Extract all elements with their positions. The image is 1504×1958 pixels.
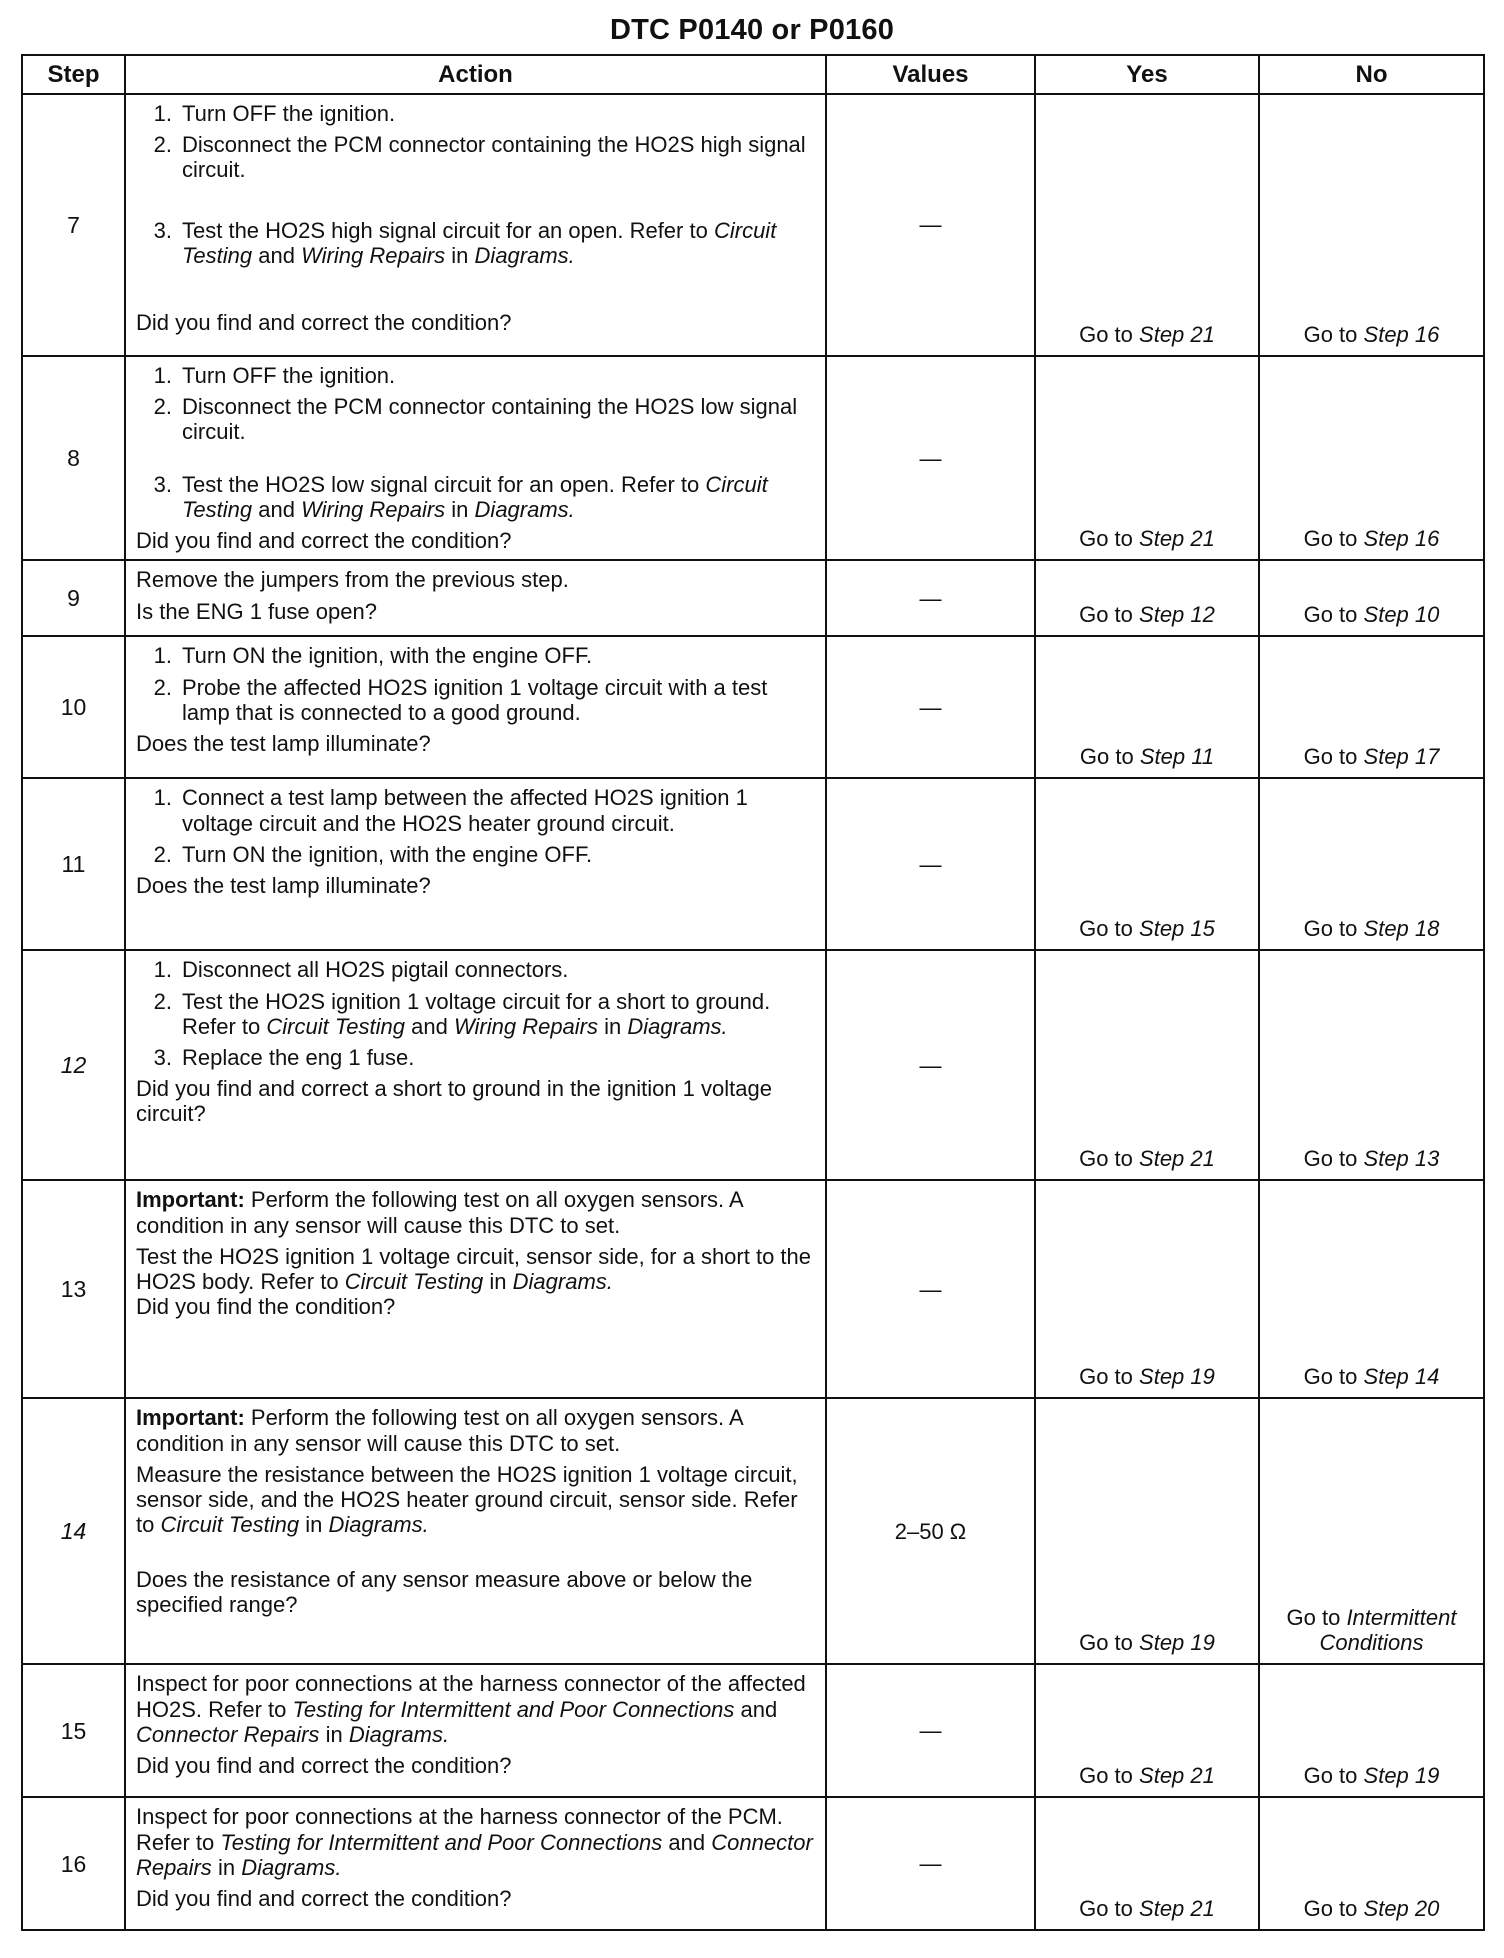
action-text: Measure the resistance between the HO2S ignition 1 voltage circuit, sensor side, and the HO2S heater ground circuit, sensor side. Refer to Circuit Testing in Diagrams. bbox=[136, 1461, 798, 1537]
header-action: Action bbox=[125, 55, 826, 94]
header-no: No bbox=[1259, 55, 1484, 94]
action-item: 3. Test the HO2S low signal circuit for an open. Refer to Circuit Testing and Wiring Repairs in Diagrams. bbox=[153, 472, 768, 523]
action-item: 2. Disconnect the PCM connector containing the HO2S low signal circuit. bbox=[153, 394, 798, 445]
table-row bbox=[22, 778, 1484, 950]
action-item: 1. Turn OFF the ignition. bbox=[153, 363, 396, 388]
table-row bbox=[22, 560, 1484, 636]
action-cell bbox=[125, 356, 826, 560]
step-number: 13 bbox=[22, 1180, 125, 1398]
yes-cell: Go to Step 21 bbox=[1035, 356, 1259, 560]
no-cell: Go to Step 17 bbox=[1259, 636, 1484, 778]
action-text: Test the HO2S ignition 1 voltage circuit, sensor side, for a short to the HO2S body. Refer to Circuit Testing in Diagrams. bbox=[136, 1243, 812, 1294]
value-cell: — bbox=[826, 636, 1035, 778]
action-text: Remove the jumpers from the previous step. bbox=[136, 567, 569, 593]
action-cell bbox=[125, 1398, 826, 1664]
question: Did you find the condition? bbox=[136, 1293, 396, 1319]
value-cell: — bbox=[826, 1664, 1035, 1797]
question: Did you find and correct the condition? bbox=[136, 1752, 512, 1778]
no-cell: Go to Step 16 bbox=[1259, 356, 1484, 560]
action-cell bbox=[125, 94, 826, 356]
action-cell bbox=[125, 1797, 826, 1930]
value-cell: 2–50 Ω bbox=[826, 1398, 1035, 1664]
diagnostic-table bbox=[21, 54, 1485, 1931]
question: Does the test lamp illuminate? bbox=[136, 730, 431, 756]
no-cell: Go to Intermittent Conditions bbox=[1259, 1398, 1484, 1664]
no-cell: Go to Step 13 bbox=[1259, 950, 1484, 1180]
yes-cell: Go to Step 21 bbox=[1035, 1664, 1259, 1797]
action-cell bbox=[125, 560, 826, 636]
no-cell: Go to Step 18 bbox=[1259, 778, 1484, 950]
action-item: 1. Turn OFF the ignition. bbox=[153, 101, 396, 126]
value-cell: — bbox=[826, 778, 1035, 950]
step-number: 16 bbox=[22, 1797, 125, 1930]
step-number: 14 bbox=[22, 1398, 125, 1664]
action-item: 2. Test the HO2S ignition 1 voltage circuit for a short to ground. Refer to Circuit Testing and Wiring Repairs in Diagrams. bbox=[153, 988, 771, 1039]
question: Did you find and correct the condition? bbox=[136, 1885, 512, 1911]
no-cell: Go to Step 20 bbox=[1259, 1797, 1484, 1930]
yes-cell: Go to Step 12 bbox=[1035, 560, 1259, 636]
action-item: 2. Disconnect the PCM connector containing the HO2S high signal circuit. bbox=[153, 132, 806, 183]
step-number: 15 bbox=[22, 1664, 125, 1797]
step-number: 10 bbox=[22, 636, 125, 778]
action-item: 3. Test the HO2S high signal circuit for an open. Refer to Circuit Testing and Wiring Repairs in Diagrams. bbox=[153, 218, 777, 269]
question: Does the resistance of any sensor measure above or below the specified range? bbox=[136, 1566, 753, 1617]
action-text: Inspect for poor connections at the harness connector of the affected HO2S. Refer to Testing for Intermittent and Poor Connections and Connector Repairs in Diagrams. bbox=[136, 1671, 806, 1747]
table-row bbox=[22, 636, 1484, 778]
action-item: 2. Turn ON the ignition, with the engine OFF. bbox=[153, 841, 593, 867]
step-number: 7 bbox=[22, 94, 125, 356]
value-cell: — bbox=[826, 950, 1035, 1180]
action-cell bbox=[125, 1664, 826, 1797]
action-item: 1. Turn ON the ignition, with the engine OFF. bbox=[153, 643, 593, 669]
step-number: 12 bbox=[22, 950, 125, 1180]
header-yes: Yes bbox=[1035, 55, 1259, 94]
no-cell: Go to Step 16 bbox=[1259, 94, 1484, 356]
header-values: Values bbox=[826, 55, 1035, 94]
table-row bbox=[22, 94, 1484, 356]
yes-cell: Go to Step 19 bbox=[1035, 1180, 1259, 1398]
yes-cell: Go to Step 19 bbox=[1035, 1398, 1259, 1664]
value-cell: — bbox=[826, 356, 1035, 560]
table-row bbox=[22, 1180, 1484, 1398]
yes-cell: Go to Step 21 bbox=[1035, 94, 1259, 356]
step-number: 11 bbox=[22, 778, 125, 950]
action-text: Inspect for poor connections at the harness connector of the PCM. Refer to Testing for Intermittent and Poor Connections and Connector Repairs in Diagrams. bbox=[136, 1804, 813, 1880]
action-item: 1. Connect a test lamp between the affected HO2S ignition 1 voltage circuit and the HO2S heater ground circuit. bbox=[153, 785, 748, 836]
important-note: Important: Perform the following test on all oxygen sensors. A condition in any sensor will cause this DTC to set. bbox=[136, 1187, 743, 1238]
no-cell: Go to Step 19 bbox=[1259, 1664, 1484, 1797]
page-title: DTC P0140 or P0160 bbox=[609, 14, 895, 46]
question: Did you find and correct the condition? bbox=[136, 528, 512, 554]
table-row bbox=[22, 356, 1484, 560]
yes-cell: Go to Step 21 bbox=[1035, 950, 1259, 1180]
question: Does the test lamp illuminate? bbox=[136, 872, 431, 898]
step-number: 8 bbox=[22, 356, 125, 560]
question: Did you find and correct a short to ground in the ignition 1 voltage circuit? bbox=[136, 1075, 772, 1126]
value-cell: — bbox=[826, 560, 1035, 636]
table-row bbox=[22, 950, 1484, 1180]
value-cell: — bbox=[826, 1797, 1035, 1930]
action-item: 3. Replace the eng 1 fuse. bbox=[153, 1044, 415, 1070]
yes-cell: Go to Step 21 bbox=[1035, 1797, 1259, 1930]
question: Is the ENG 1 fuse open? bbox=[136, 598, 377, 624]
no-cell: Go to Step 14 bbox=[1259, 1180, 1484, 1398]
action-item: 2. Probe the affected HO2S ignition 1 voltage circuit with a test lamp that is connected to a good ground. bbox=[153, 674, 768, 725]
yes-cell: Go to Step 11 bbox=[1035, 636, 1259, 778]
value-cell: — bbox=[826, 1180, 1035, 1398]
action-item: 1. Disconnect all HO2S pigtail connectors. bbox=[153, 957, 569, 983]
action-cell bbox=[125, 950, 826, 1180]
step-number: 9 bbox=[22, 560, 125, 636]
important-note: Important: Perform the following test on all oxygen sensors. A condition in any sensor will cause this DTC to set. bbox=[136, 1405, 743, 1456]
question: Did you find and correct the condition? bbox=[136, 310, 512, 336]
value-cell: — bbox=[826, 94, 1035, 356]
yes-cell: Go to Step 15 bbox=[1035, 778, 1259, 950]
no-cell: Go to Step 10 bbox=[1259, 560, 1484, 636]
action-cell bbox=[125, 636, 826, 778]
table-row bbox=[22, 1797, 1484, 1930]
header-row bbox=[22, 55, 1484, 94]
header-step: Step bbox=[22, 55, 125, 94]
action-cell bbox=[125, 778, 826, 950]
table-row bbox=[22, 1398, 1484, 1664]
action-cell bbox=[125, 1180, 826, 1398]
table-row bbox=[22, 1664, 1484, 1797]
